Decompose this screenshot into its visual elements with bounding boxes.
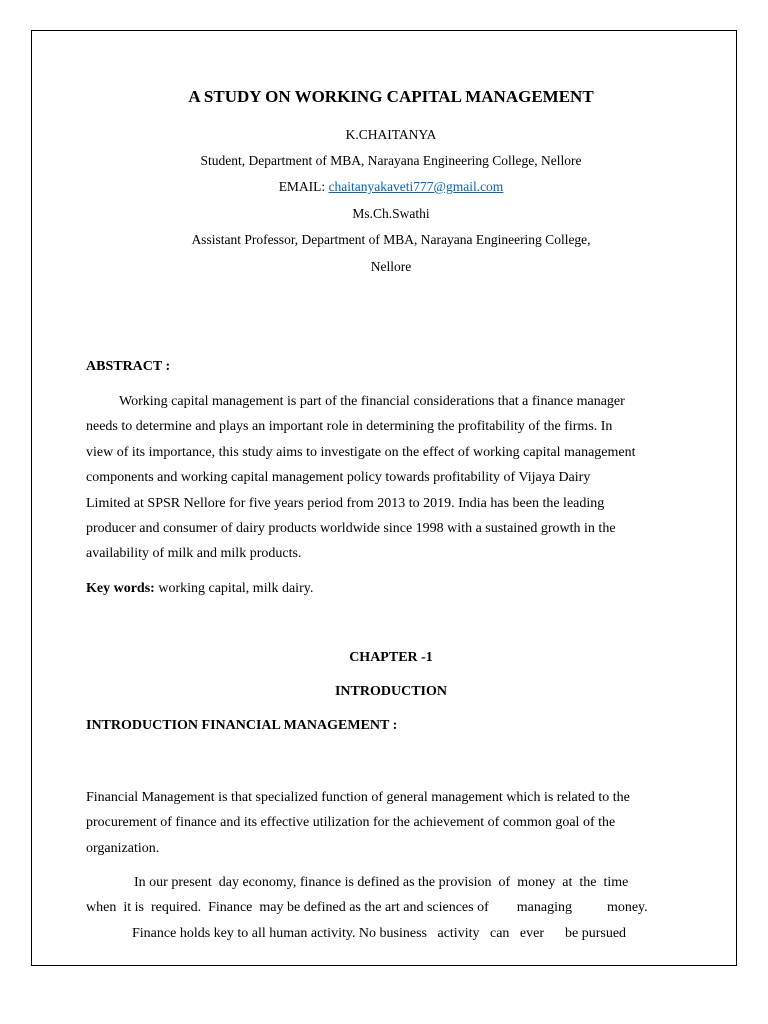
abstract-line: Limited at SPSR Nellore for five years period from 2013 to 2019. India has been the leading: [86, 495, 605, 511]
keywords-label: Key words:: [86, 581, 155, 596]
body-paragraph-1: [86, 785, 696, 861]
paragraph-line: Financial Management is that specialized function of general management which is related to the: [86, 790, 630, 805]
keywords-line: [86, 576, 696, 601]
paper-title: A STUDY ON WORKING CAPITAL MANAGEMENT: [188, 87, 594, 106]
section-heading: INTRODUCTION FINANCIAL MANAGEMENT :: [86, 718, 398, 733]
abstract-line: needs to determine and plays an important role in determining the profitability of the firms. In: [86, 419, 613, 435]
abstract-line: availability of milk and milk products.: [86, 546, 302, 562]
chapter-number: CHAPTER -1: [349, 650, 433, 665]
abstract-line: view of its importance, this study aims to investigate on the effect of working capital management: [86, 444, 636, 460]
author2-affiliation-line2: Nellore: [370, 259, 412, 274]
paragraph-line: organization.: [86, 840, 160, 856]
author2-affiliation-line1: Assistant Professor, Department of MBA, Narayana Engineering College,: [191, 232, 591, 247]
paragraph-line: In our present day economy, finance is defined as the provision of money at the time: [134, 875, 629, 890]
author1-name: K.CHAITANYA: [345, 127, 437, 142]
body-paragraph-2: [86, 870, 696, 946]
author2-name: Ms.Ch.Swathi: [352, 206, 430, 221]
abstract-line: producer and consumer of dairy products worldwide since 1998 with a sustained growth in the: [86, 521, 616, 537]
email-link[interactable]: chaitanyakaveti777@gmail.com: [328, 179, 504, 194]
abstract-heading: ABSTRACT :: [86, 359, 171, 374]
abstract-line: components and working capital management policy towards profitability of Vijaya Dairy: [86, 470, 591, 486]
author1-email-line: [86, 178, 696, 196]
email-label: EMAIL:: [278, 179, 329, 194]
keywords-value: working capital, milk dairy.: [154, 581, 314, 596]
paragraph-line: Finance holds key to all human activity. No business activity can ever be pursued: [132, 925, 627, 941]
chapter-title: INTRODUCTION: [334, 684, 447, 699]
paragraph-line: when it is required. Finance may be defined as the art and sciences of managing money.: [86, 900, 648, 916]
author1-affiliation: Student, Department of MBA, Narayana Engineering College, Nellore: [200, 153, 582, 168]
paragraph-line: procurement of finance and its effective utilization for the achievement of common goal of the: [86, 815, 616, 831]
abstract-line: Working capital management is part of the financial considerations that a finance manager: [119, 394, 625, 409]
abstract-body: [86, 389, 696, 567]
